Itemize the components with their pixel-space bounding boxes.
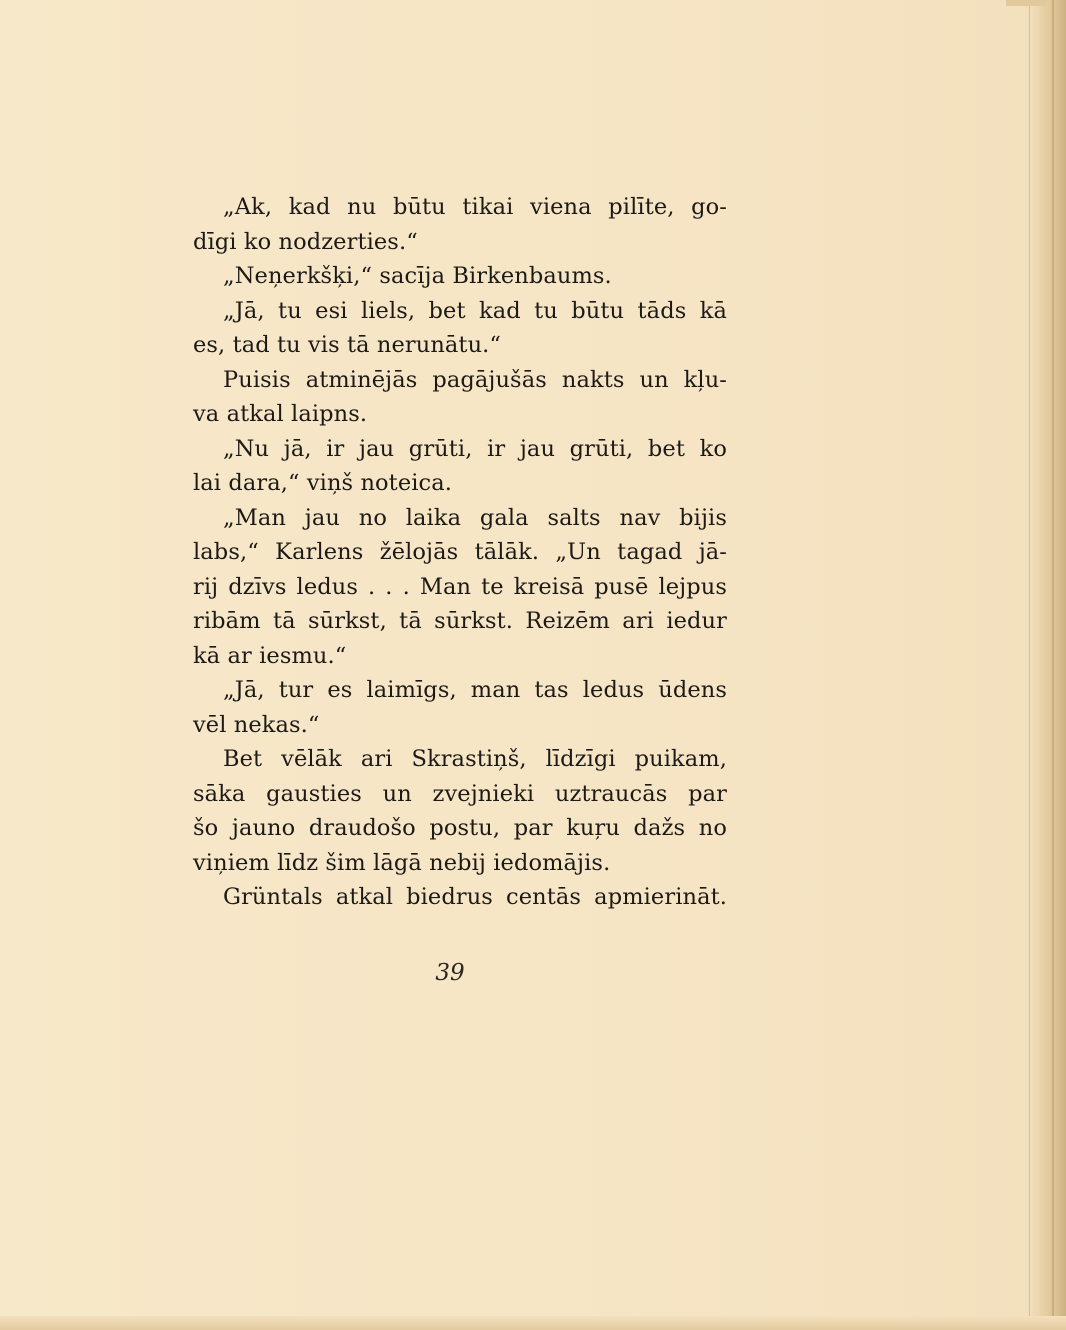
text-line: labs,“ Karlens žēlojās tālāk. „Un tagad jā-	[193, 539, 727, 565]
text-line: kā ar iesmu.“	[193, 642, 347, 669]
text-line: Grüntals atkal biedrus centās apmierināt.	[223, 884, 727, 910]
text-line: sāka gausties un zvejnieki uztraucās par	[193, 780, 727, 807]
text-line: es, tad tu vis tā nerunātu.“	[193, 332, 502, 358]
text-line: dīgi ko nodzerties.“	[193, 228, 418, 255]
text-line: šo jauno draudošo postu, par kuŗu dažs no	[193, 815, 727, 841]
text-line: „Jā, tur es laimīgs, man tas ledus ūdens	[223, 677, 727, 703]
page-edge-line	[1052, 0, 1054, 1330]
page-number: 39	[435, 960, 465, 986]
text-line: ribām tā sūrkst, tā sūrkst. Reizēm ari iedur	[193, 608, 727, 634]
body-text	[193, 190, 727, 915]
text-line: Bet vēlāk ari Skrastiņš, līdzīgi puikam,	[223, 746, 727, 772]
text-line: „Neņerkšķi,“ sacīja Birkenbaums.	[223, 263, 612, 289]
text-line: Puisis atminējās pagājušās nakts un kļu-	[223, 366, 727, 393]
page-edge-right	[1029, 0, 1066, 1330]
text-line: rij dzīvs ledus . . . Man te kreisā pusē lejpus	[193, 573, 727, 600]
text-line: „Man jau no laika gala salts nav bijis	[223, 504, 727, 531]
text-line: va atkal laipns.	[193, 401, 368, 427]
text-line: „Jā, tu esi liels, bet kad tu būtu tāds kā	[223, 297, 727, 324]
text-line: „Ak, kad nu būtu tikai viena pilīte, go-	[223, 194, 727, 220]
text-line: vēl nekas.“	[193, 711, 320, 738]
text-line: viņiem līdz šim lāgā nebij iedomājis.	[193, 849, 611, 876]
text-line: „Nu jā, ir jau grūti, ir jau grūti, bet ko	[223, 435, 727, 462]
page-edge-bottom	[0, 1316, 1066, 1330]
page-corner	[1006, 0, 1046, 6]
text-line: lai dara,“ viņš noteica.	[193, 470, 453, 496]
